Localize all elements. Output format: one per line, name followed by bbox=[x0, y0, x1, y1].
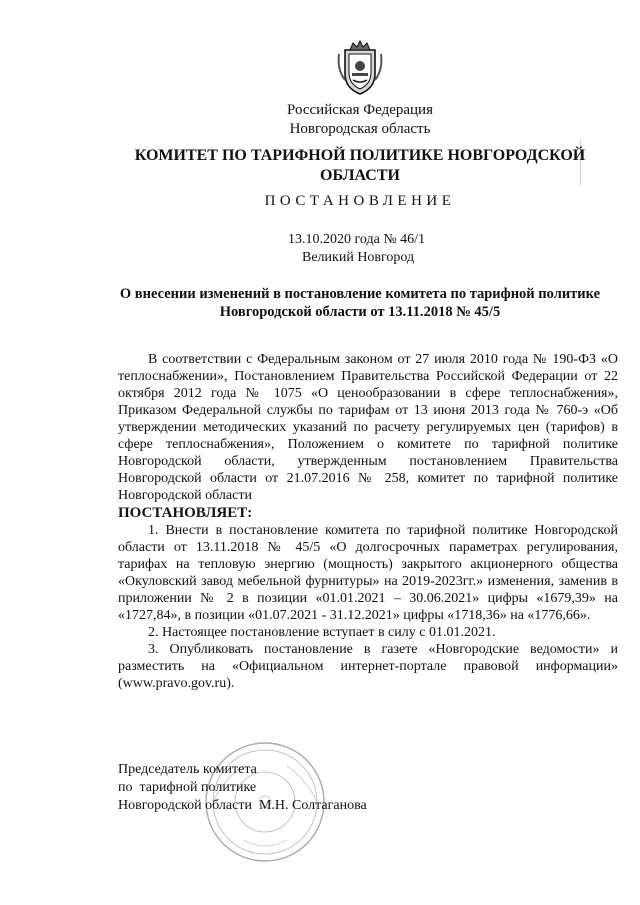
resolves-heading: ПОСТАНОВЛЯЕТ: bbox=[118, 505, 253, 521]
item-3-paragraph: 3. Опубликовать постановление в газете «Новгородские ведомости» и разместить на «Официальном интернет-портале правовой информации» (www.pravo.gov.ru). bbox=[118, 642, 618, 691]
item-1-paragraph: 1. Внести в постановление комитета по тарифной политике Новгородской области от 13.11.2018 № 45/5 «О долгосрочных параметрах регулирования, тарифах на тепловую энергию (мощность) закрытого акционерного общества «Окуловский завод мебельной фурнитуры» на 2019-2023гг.» изменения, заменив в приложении № 2 в позиции «01.01.2021 – 30.06.2021» цифры «1679,39» на «1727,84», в позиции «01.07.2021 - 31.12.2021» цифры «1718,36» на «1776,66». bbox=[118, 523, 618, 623]
signer-position-line3: Новгородской области bbox=[118, 798, 252, 813]
signer-name: М.Н. Солтаганова bbox=[258, 798, 367, 813]
item-2-paragraph: 2. Настоящее постановление вступает в силу с 01.01.2021. bbox=[148, 625, 496, 640]
signer-position-line1: Председатель комитета bbox=[118, 762, 257, 777]
preamble-paragraph: В соответствии с Федеральным законом от 27 июля 2010 года № 190-ФЗ «О теплоснабжении», Постановлением Правительства Российской Федерации от 22 октября 2012 года № 1075 «О ценообразовании в сфере теплоснабжения», Приказом Федеральной службы по тарифам от 13 июня 2013 года № 760-э «Об утверждении методических указаний по расчету регулируемых цен (тарифов) в сфере теплоснабжения», Положением о комитете по тарифной политике Новгородской области, утвержденным постановлением Правительства Новгородской области от 21.07.2016 № 258, комитет по тарифной политике Новгородской области bbox=[118, 352, 618, 503]
city: Великий Новгород bbox=[302, 250, 415, 265]
document-subject: О внесении изменений в постановление комитета по тарифной политике Новгородской области от 13.11.2018 № 45/5 bbox=[119, 286, 601, 320]
signature-block bbox=[118, 761, 367, 815]
signer-position-line3-row bbox=[118, 797, 367, 815]
signer-position-line2: по тарифной политике bbox=[118, 780, 257, 795]
region-name: Новгородская область bbox=[289, 121, 431, 137]
document-type: ПОСТАНОВЛЕНИЕ bbox=[264, 193, 456, 209]
committee-title: КОМИТЕТ ПО ТАРИФНОЙ ПОЛИТИКЕ НОВГОРОДСКОЙ ОБЛАСТИ bbox=[134, 147, 586, 184]
coat-of-arms-icon bbox=[335, 40, 385, 96]
date-number: 13.10.2020 года № 46/1 bbox=[288, 232, 426, 247]
document-body bbox=[118, 351, 618, 692]
country-name: Российская Федерация bbox=[287, 102, 433, 118]
